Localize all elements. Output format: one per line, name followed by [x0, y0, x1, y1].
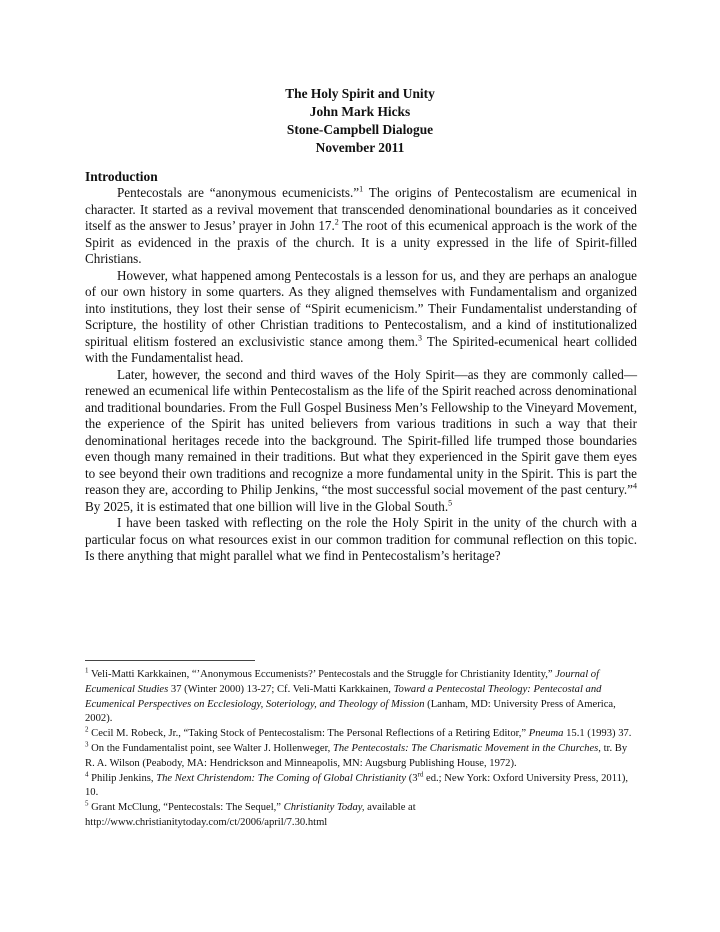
section-heading: Introduction [85, 169, 158, 184]
footnote-text: Philip Jenkins, [88, 772, 157, 784]
footnote-ref-3: 3 [418, 333, 423, 343]
footnote-text: available at http://www.christianitytoday.com/ct/2006/april/7.30.html [85, 802, 416, 828]
paragraph-text: By 2025, it is estimated that one billion will live in the Global South. [85, 498, 449, 514]
footnote-number: 1 [85, 666, 89, 675]
footnote-text: (Lanham, MD: University Press of America, 2002). [85, 698, 616, 725]
book-title: The Pentecostals: The Charismatic Movement in the Churches [332, 742, 599, 754]
footnote-2 [85, 727, 637, 742]
footnote-text: ed.; New York: Oxford University Press, 2011), 10. [85, 772, 629, 799]
paragraph-text: The root of this ecumenical approach is the work of the Spirit as evidenced in the praxis of the church. It is a unity expressed in the life of Spirit-filled Christians. [85, 218, 638, 266]
footnote-text: Cecil M. Robeck, Jr., “Taking Stock of Pentecostalism: The Personal Reflections of a Retiring Editor,” [88, 728, 529, 740]
date-line: November 2011 [315, 140, 405, 155]
footnote-number: 5 [85, 799, 89, 808]
footnotes [85, 668, 637, 831]
footnote-text: 37 (Winter 2000) 13-27; Cf. Veli-Matti Karkkainen, [168, 683, 394, 695]
footnote-number: 4 [85, 770, 89, 779]
footnote-4 [85, 772, 637, 802]
paragraph-text: The origins of Pentecostalism are ecumenical in character. It started as a revival movement that transcended denominational boundaries as it conceived itself as the answer to Jesus’ prayer in John 17. [85, 185, 637, 233]
ordinal-suffix: rd [417, 770, 424, 779]
footnote-ref-5: 5 [448, 498, 453, 508]
paper-title: The Holy Spirit and Unity [285, 86, 435, 101]
footnote-number: 3 [85, 740, 89, 749]
title-block [0, 85, 720, 157]
footnote-ref-1: 1 [359, 184, 364, 194]
paragraph-4: I have been tasked with reflecting on the role the Holy Spirit in the unity of the church with a particular focus on what resources exist in our common tradition for communal reflection on this topic. Is there anything that might parallel what we find in Pentecostalism’s heritage? [85, 515, 637, 563]
book-title: Toward a Pentecostal Theology: Pentecostal and Ecumenical Perspectives on Ecclesiology, Soteriology, and Theology of Mission [85, 683, 602, 710]
journal-title: Pneuma [528, 728, 564, 740]
footnote-divider [85, 660, 255, 661]
paragraph-text: Pentecostals are “anonymous ecumenicists.” [117, 185, 360, 200]
book-title: The Next Christendom: The Coming of Global Christianity [156, 772, 407, 784]
footnote-text: , tr. By R. A. Wilson (Peabody, MA: Hendrickson and Minneapolis, MN: Augsburg Publishing House, 1972). [85, 742, 628, 769]
footnote-text: (3 [406, 772, 418, 784]
paragraph-1 [85, 185, 637, 268]
footnote-number: 2 [85, 725, 89, 734]
magazine-title: Christianity Today, [283, 802, 365, 814]
author-name: John Mark Hicks [309, 104, 411, 119]
journal-title: Journal of Ecumenical Studies [85, 669, 600, 695]
footnote-3 [85, 742, 637, 772]
body-text [85, 185, 637, 565]
footnote-ref-2: 2 [334, 217, 339, 227]
footnote-text: Veli-Matti Karkkainen, “’Anonymous Eccumenists?’ Pentecostals and the Struggle for Christianity Identity,” [88, 669, 556, 680]
footnote-text: 15.1 (1993) 37. [563, 728, 632, 740]
paragraph-text: The Spirited-ecumenical heart collided with the Fundamentalist head. [85, 333, 637, 365]
footnote-text: Grant McClung, “Pentecostals: The Sequel,” [88, 802, 284, 814]
paragraph-2 [85, 268, 637, 367]
paragraph-3 [85, 367, 637, 516]
paragraph-text: Later, however, the second and third waves of the Holy Spirit—as they are commonly called—renewed an ecumenical life within Pentecostalism as the life of the Spirit reached across denominational and traditional boundaries. From the Full Gospel Business Men’s Fellowship to the Vineyard Movement, the experience of the Spirit has united believers from various traditions in such a way that their denominational heritages recede into the background. The Spirit-filled life trumped those boundaries even though many remained in their traditions. But what they experienced in the Spirit gave them eyes to see beyond their own traditions and recognize a more fundamental unity in the Spirit. This is part the reason they are, according to Philip Jenkins, “the most successful social movement of the past century.” [85, 366, 637, 497]
event-name: Stone-Campbell Dialogue [286, 122, 434, 137]
paragraph-text: However, what happened among Pentecostals is a lesson for us, and they are perhaps an analogue of our own history in some quarters. As they aligned themselves with Fundamentalism and organized into institutions, they lost their sense of “Spirit ecumenicism.” Their Fundamentalist understanding of Scripture, the hostility of other Christian traditions to Pentecostalism, and a kind of institutionalized spiritual elitism fostered an exclusivistic stance among them. [85, 267, 637, 349]
footnote-text: On the Fundamentalist point, see Walter J. Hollenweger, [88, 742, 333, 754]
footnote-5 [85, 801, 637, 831]
footnote-1 [85, 668, 637, 727]
footnote-ref-4: 4 [633, 481, 637, 491]
